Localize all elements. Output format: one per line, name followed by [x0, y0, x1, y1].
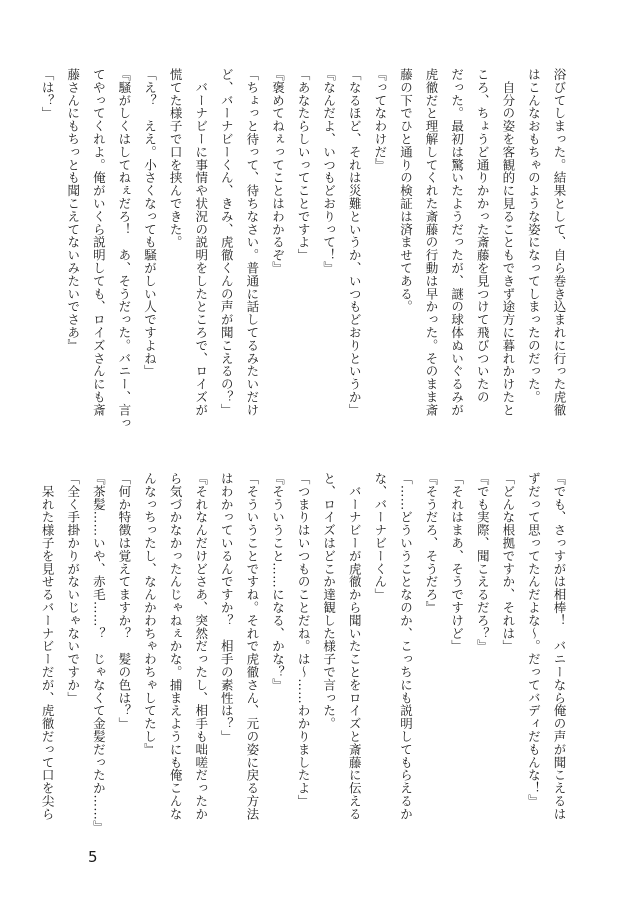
- text-line: ころ、ちょうど通りかかった斎藤を見つけて飛びついたの: [475, 68, 491, 404]
- text-line: 『でも、さっすがは相棒！ バニーなら俺の声が聞こえるは: [552, 472, 567, 821]
- text-line: 「……どういうことなのか、こっちにも説明してもらえるか: [398, 472, 414, 821]
- page-number: 5: [88, 848, 98, 866]
- text-line: と、ロイズはどこか達観した様子で言った。: [321, 472, 337, 730]
- text-line: 『でも実際、聞こえるだろ？』: [475, 472, 491, 653]
- text-line: な、バーナビーくん」: [372, 472, 388, 601]
- text-line: 藤の下でひと通りの検証は済ませてある。: [398, 68, 414, 314]
- text-line: ど、バーナビーくん、きみ、虎徹くんの声が聞こえるの？」: [219, 68, 235, 417]
- text-line: 「そういうことですね。それで虎徹さん、元の姿に戻る方法: [244, 472, 260, 821]
- text-line: ずだって思ってたんだよな〜。だってバディだもんな！』: [526, 472, 542, 808]
- text-line: 『騒がしくはしてねぇだろ！ あ、そうだった。バニー、言っ: [116, 68, 132, 430]
- text-line: 浴びてしまった。結果として、自ら巻き込まれに行った虎徹: [552, 68, 567, 417]
- text-line: てやってくれよ。俺がいくら説明しても、ロイズさんにも斎: [91, 68, 107, 417]
- text-line: バーナビーに事情や状況の説明をしたところで、ロイズが: [193, 68, 209, 417]
- text-line: 呆れた様子を見せるバーナビーだが、虎徹だって口を尖ら: [40, 472, 56, 821]
- text-line: はこんなおもちゃのような姿になってしまったのだった。: [526, 68, 542, 404]
- text-line: 「は？」: [40, 68, 56, 120]
- text-line: 『そういうこと……になる、かな？』: [270, 472, 286, 692]
- text-line: 慌てた様子で口を挟んできた。: [168, 68, 184, 249]
- text-line: だった。最初は驚いたようだったが、謎の球体ぬいぐるみが: [449, 68, 465, 417]
- text-line: ら気づかなかったんじゃねぇかな。捕まえようにも俺こんな: [168, 472, 184, 821]
- text-line: 「何か特徴は覚えてますか？ 髪の色は？」: [116, 472, 132, 730]
- text-line: 「全く手掛かりがないじゃないですか」: [65, 472, 81, 705]
- text-block-lower: [40, 472, 572, 834]
- text-line: 『そうだろ、そうだろ』: [424, 472, 440, 614]
- text-line: 自分の姿を客観的に見ることもできず途方に暮れかけたと: [500, 68, 516, 417]
- text-line: 虎徹だと理解してくれた斎藤の行動は早かった。そのまま斎: [424, 68, 440, 417]
- text-line: んなっちったし、なんかわちゃわちゃしてたし』: [142, 472, 158, 756]
- text-line: 「え？ ええ。小さくなっても騒がしい人ですよね」: [142, 68, 158, 378]
- text-line: 『褒めてねぇってことはわかるぞ』: [270, 68, 286, 275]
- text-line: 藤さんにもちっとも聞こえてないみたいでさあ』: [65, 68, 81, 352]
- text-line: 「それはまあ、そうですけど」: [449, 472, 465, 653]
- text-line: 「なるほど、それは災難というか、いつもどおりというか」: [347, 68, 363, 417]
- text-line: 「あなたらしいってことですよ」: [296, 68, 312, 262]
- text-line: 『なんだよ、いつもどおりって！』: [321, 68, 337, 275]
- text-block-upper: [40, 68, 572, 430]
- text-line: はわかっているんですか？ 相手の素性は？」: [219, 472, 235, 743]
- text-line: 「つまりはいつものことだね。は〜……わかりましたよ」: [296, 472, 312, 808]
- text-line: 「どんな根拠ですか、それは」: [500, 472, 516, 653]
- text-line: 『茶髪……いや、赤毛……？ じゃなくて金髪だったか……』: [91, 472, 107, 834]
- text-line: 「ちょっと待って、待ちなさい。普通に話してるみたいだけ: [244, 68, 260, 417]
- text-line: 『それなんだけどさあ、突然だったし、相手も咄嗟だったか: [193, 472, 209, 821]
- text-line: バーナビーが虎徹から聞いたことをロイズと斎藤に伝える: [347, 472, 363, 821]
- text-line: 『ってなわけだ』: [372, 68, 388, 172]
